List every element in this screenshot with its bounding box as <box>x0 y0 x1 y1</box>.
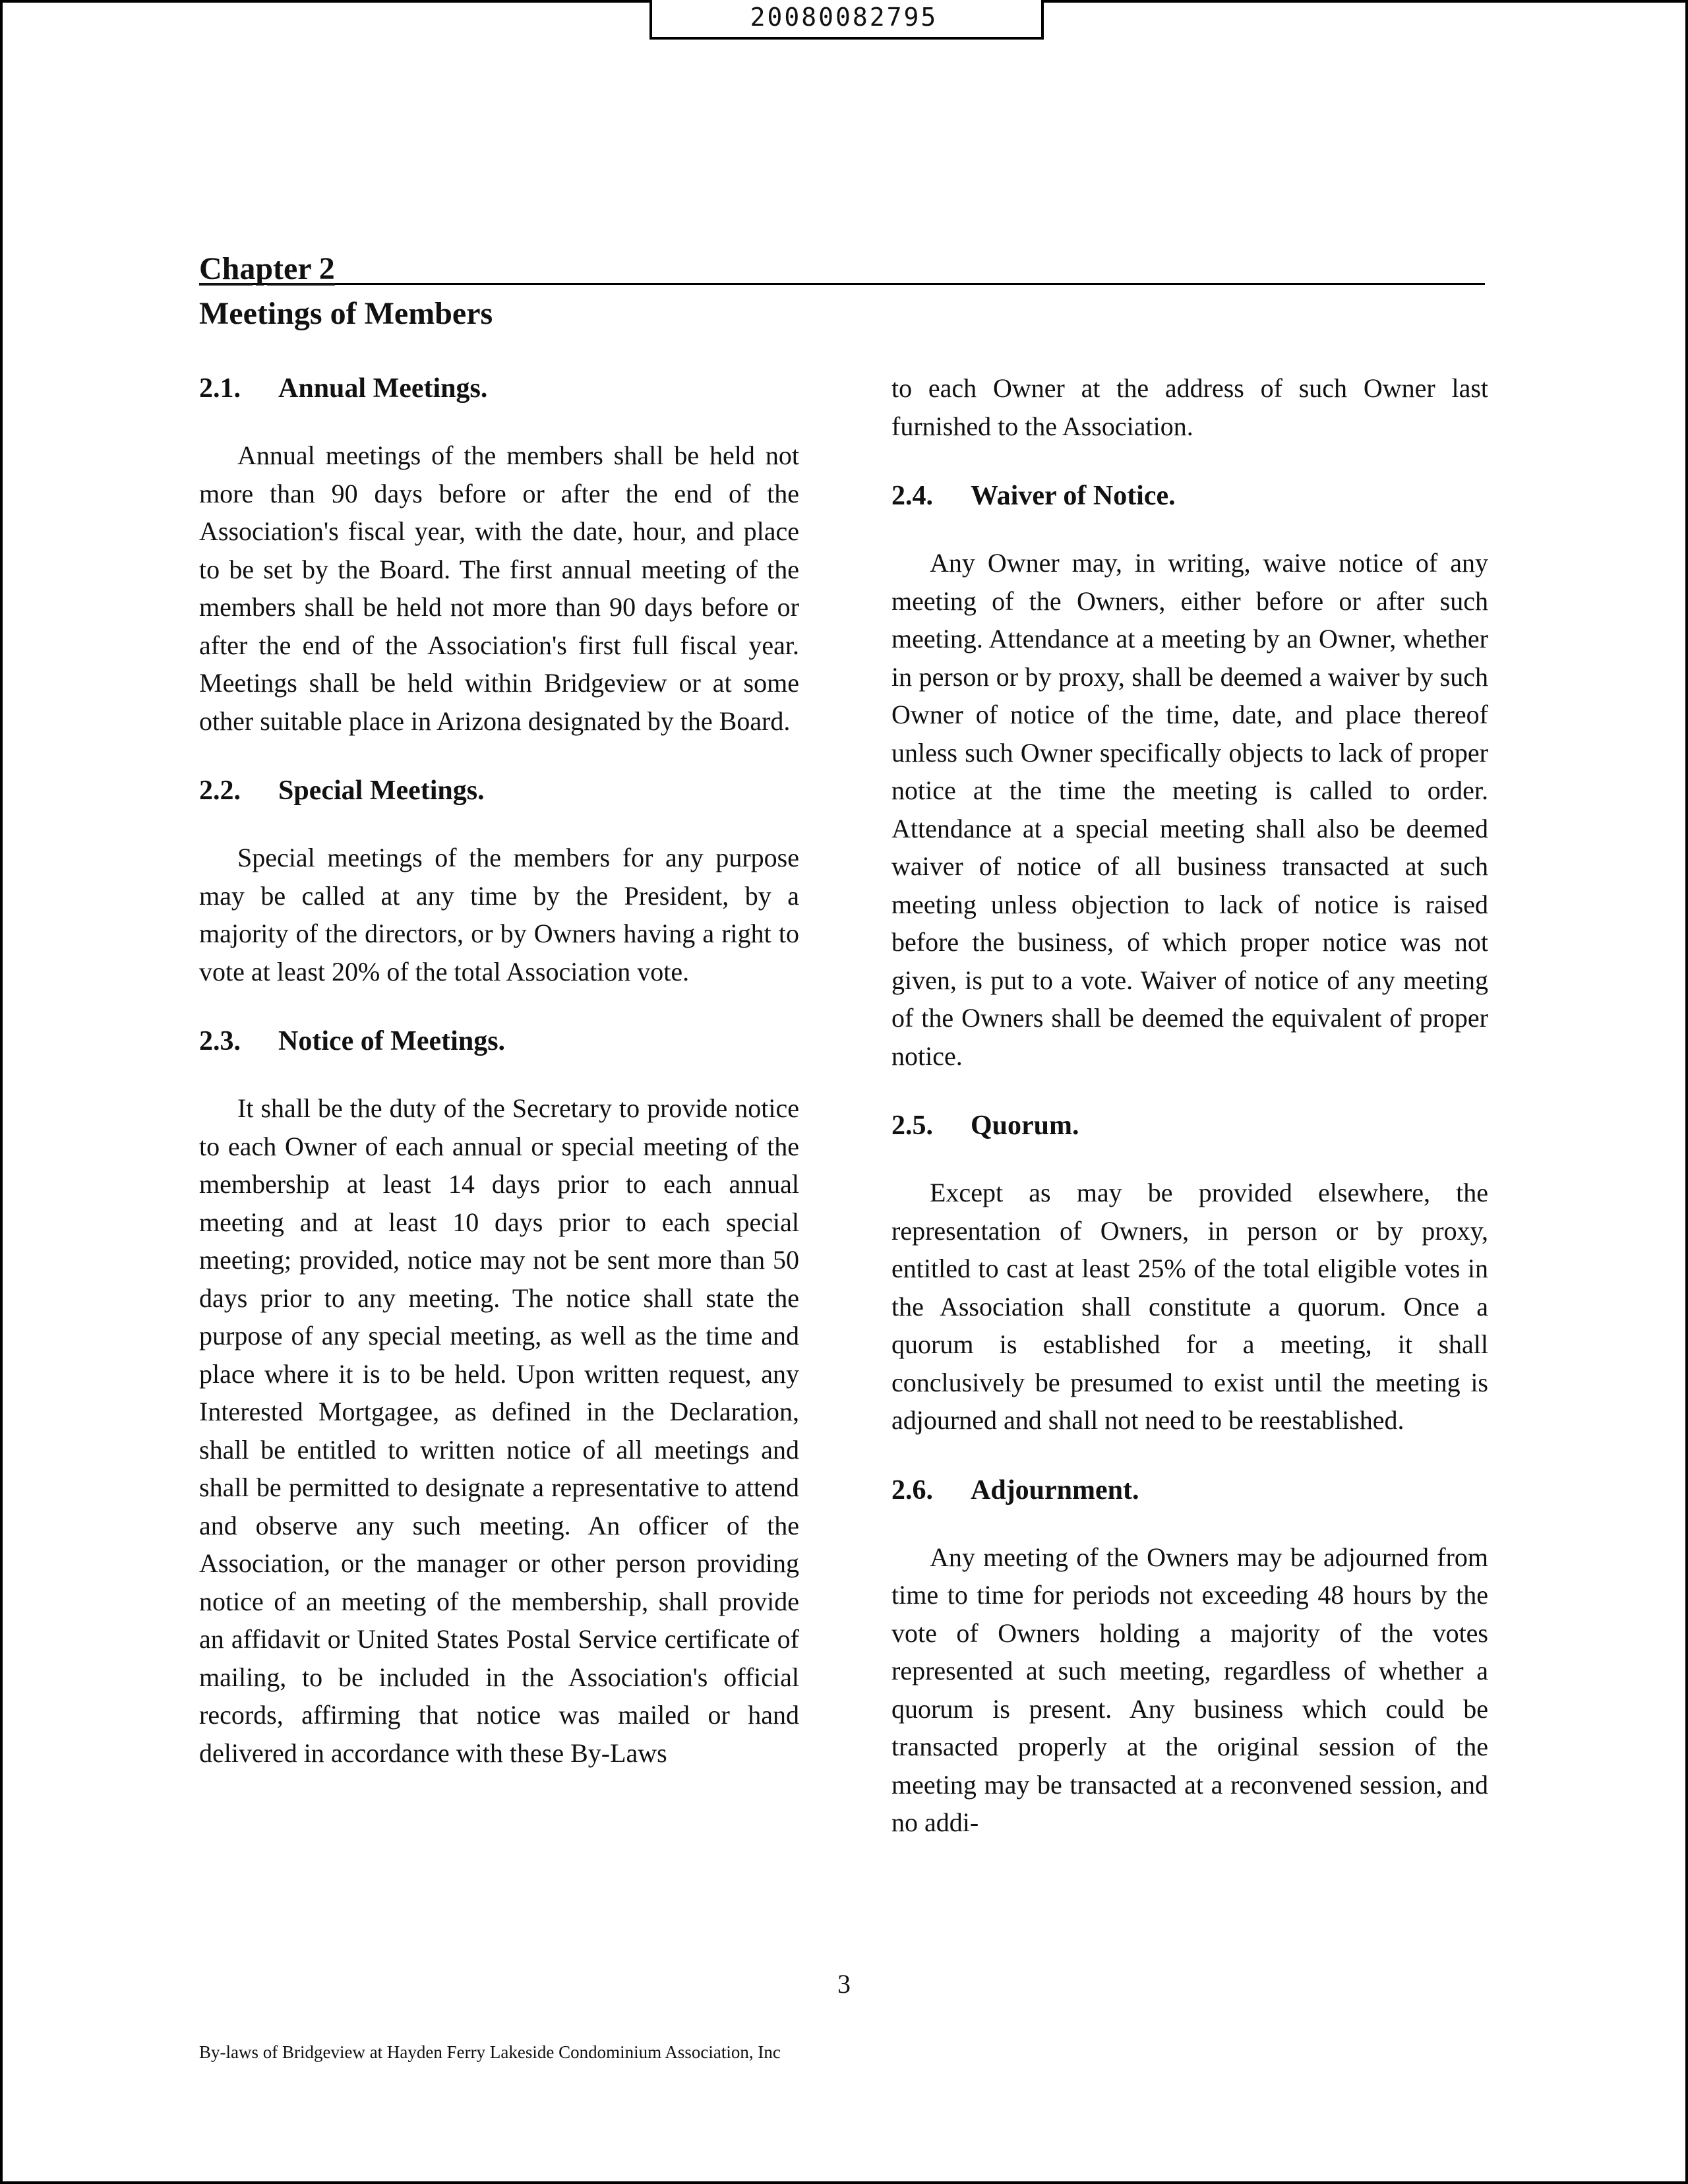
section-title: Annual Meetings. <box>278 373 488 404</box>
section-2-3-continuation: to each Owner at the address of such Owner last furnished to the Association. <box>891 373 1488 441</box>
section-2-5 <box>891 1107 1488 1440</box>
section-title: Adjournment. <box>971 1474 1139 1505</box>
section-2-3 <box>199 1022 799 1772</box>
chapter-label: Chapter 2 <box>199 251 335 286</box>
section-title: Special Meetings. <box>278 775 485 806</box>
section-2-1 <box>199 369 799 740</box>
section-heading <box>199 772 799 810</box>
section-body: Special meetings of the members for any purpose may be called at any time by the President, by a majority of the directors, or by Owners having a right to vote at least 20% of the total Association vote. <box>199 843 799 986</box>
section-heading <box>891 477 1488 515</box>
section-number: 2.3. <box>199 1026 241 1056</box>
section-heading <box>891 1471 1488 1509</box>
footer-text: By-laws of Bridgeview at Hayden Ferry Lakeside Condominium Association, Inc <box>199 2042 781 2062</box>
section-body: It shall be the duty of the Secretary to provide notice to each Owner of each annual or special meeting of the membership at least 14 days prior to each annual meeting and at least 10 days prior to each special meeting; provided, notice may not be sent more than 50 days prior to any meeting. The notice shall state the purpose of any special meeting, as well as the time and place where it is to be held. Upon written request, any Interested Mortgagee, as defined in the Declaration, shall be entitled to written notice of all meetings and shall be permitted to designate a representative to attend and observe any such meeting. An officer of the Association, or the manager or other person providing notice of an meeting of the membership, shall provide an affidavit or United States Postal Service certificate of mailing, to be included in the Association's official records, affirming that notice was mailed or hand delivered in accordance with these By-Laws <box>199 1093 799 1768</box>
section-2-2 <box>199 772 799 990</box>
section-number: 2.1. <box>199 373 241 404</box>
section-title: Notice of Meetings. <box>278 1026 506 1056</box>
chapter-rule <box>199 283 1485 285</box>
section-number: 2.5. <box>891 1110 933 1141</box>
page-number: 3 <box>837 1969 851 1999</box>
section-number: 2.4. <box>891 481 933 511</box>
section-number: 2.2. <box>199 775 241 806</box>
section-2-4 <box>891 477 1488 1075</box>
section-heading <box>199 1022 799 1060</box>
section-number: 2.6. <box>891 1474 933 1505</box>
section-body: Any meeting of the Owners may be adjourned from time to time for periods not exceeding 48 hours by the vote of Owners holding a majority of the votes represented at such meeting, regardless of whether a quorum is present. Any business which could be transacted properly at the original session of the meeting may be transacted at a reconvened session, and no addi- <box>891 1542 1488 1837</box>
section-2-6 <box>891 1471 1488 1842</box>
page-border-left <box>0 0 3 2184</box>
page-border-right <box>1685 0 1688 2184</box>
section-heading <box>891 1107 1488 1145</box>
chapter-title: Meetings of Members <box>199 296 493 331</box>
section-title: Quorum. <box>971 1110 1079 1141</box>
document-number: 20080082795 <box>750 3 938 32</box>
section-title: Waiver of Notice. <box>971 481 1176 511</box>
section-heading <box>199 369 799 408</box>
left-column <box>199 369 799 1804</box>
page-border-bottom <box>0 2181 1688 2184</box>
section-body: Any Owner may, in writing, waive notice of any meeting of the Owners, either before or after such meeting. Attendance at a meeting by an Owner, whether in person or by proxy, shall be deemed a waiver by such Owner of notice of the time, date, and place thereof unless such Owner specifically objects to lack of proper notice at the time the meeting is called to order. Attendance at a special meeting shall also be deemed waiver of notice of all business transacted at such meeting unless objection to lack of notice is raised before the business, of which proper notice was not given, is put to a vote. Waiver of notice of any meeting of the Owners shall be deemed the equivalent of proper notice. <box>891 548 1488 1071</box>
section-body: Except as may be provided elsewhere, the representation of Owners, in person or by proxy, entitled to cast at least 25% of the total eligible votes in the Association shall constitute a quorum. Once a quorum is established for a meeting, it shall conclusively be presumed to exist until the meeting is adjourned and shall not need to be reestablished. <box>891 1178 1488 1435</box>
section-body: Annual meetings of the members shall be held not more than 90 days before or after the end of the Association's fiscal year, with the date, hour, and place to be set by the Board. The first annual meeting of the members shall be held not more than 90 days before or after the end of the Association's first full fiscal year. Meetings shall be held within Bridgeview or at some other suitable place in Arizona designated by the Board. <box>199 440 799 736</box>
right-column <box>891 369 1488 1873</box>
